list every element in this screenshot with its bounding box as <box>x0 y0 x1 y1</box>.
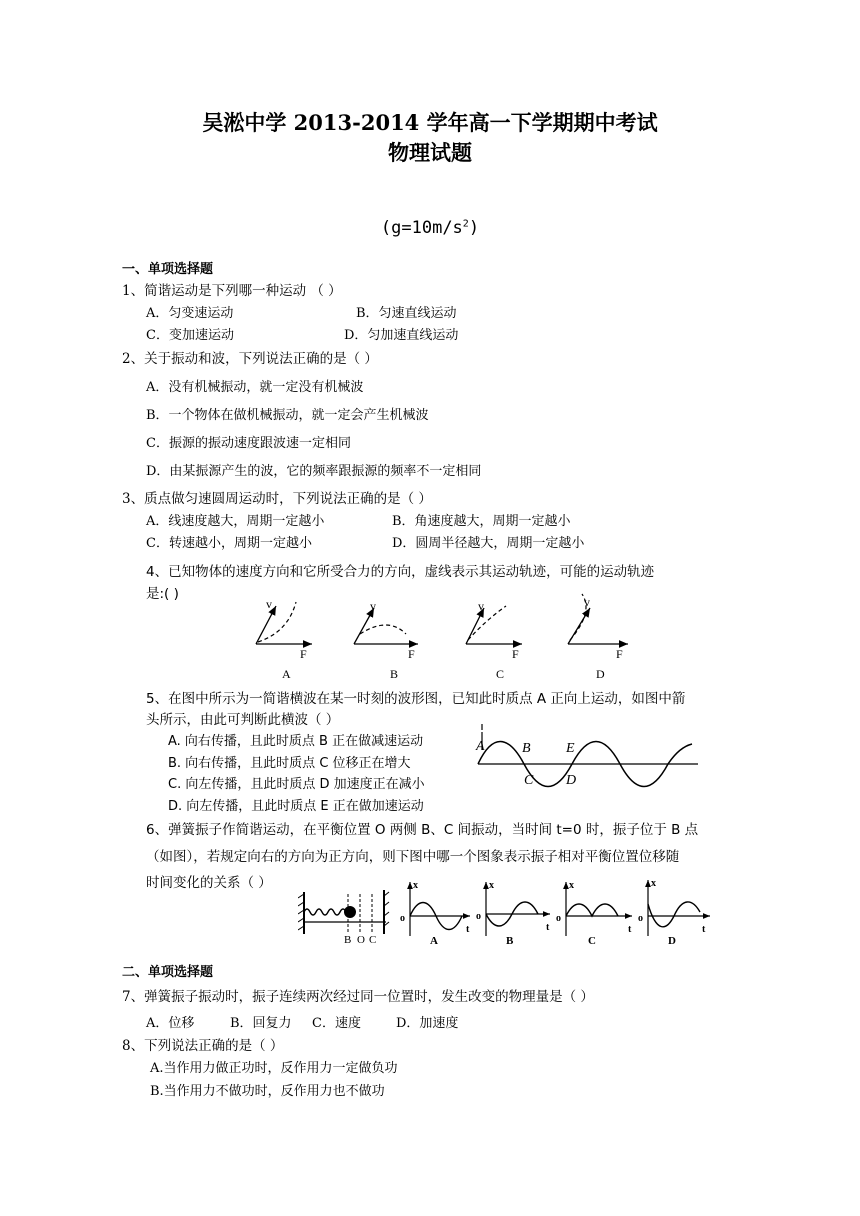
q6-stem-line2: （如图），若规定向右的方向为正方向，则下图中哪一个图象表示振子相对平衡位置位移随 <box>146 849 680 865</box>
q5-stem-line2: 头所示，由此可判断此横波（ ） <box>146 712 340 728</box>
q5-option-d: D. 向左传播，且此时质点 E 正在做加速运动 <box>168 799 424 814</box>
graph-a-t: t <box>466 924 470 935</box>
q7-stem: 7、弹簧振子振动时，振子连续两次经过同一位置时，发生改变的物理量是（ ） <box>122 989 594 1005</box>
spring-label-o: O <box>357 934 365 946</box>
q2-option-b: B．一个物体在做机械振动，就一定会产生机械波 <box>146 408 429 423</box>
q4-figure-c <box>466 599 522 681</box>
q5-point-e: E <box>566 741 575 756</box>
q5-option-c: C. 向左传播，且此时质点 D 加速度正在减小 <box>168 777 425 792</box>
q1-option-b: B．匀速直线运动 <box>356 306 457 321</box>
gravity-constant: $(g=10m/s^2)$ <box>380 218 480 238</box>
q6-figure <box>298 876 714 946</box>
q7-option-d: D．加速度 <box>396 1016 459 1031</box>
q3-option-c: C．转速越小，周期一定越小 <box>146 536 312 551</box>
q4-c-f-label: F <box>512 647 519 661</box>
spring-oscillator <box>298 890 389 946</box>
graph-a-origin: o <box>400 913 405 924</box>
q3-option-b: B．角速度越大，周期一定越小 <box>392 514 571 529</box>
q4-a-v-label: v <box>266 597 272 611</box>
section-1-heading: 一、单项选择题 <box>122 262 214 277</box>
graph-a-label: A <box>430 935 438 946</box>
q5-point-b: B <box>522 741 531 756</box>
q5-point-c: C <box>524 773 534 788</box>
q7-option-a: A．位移 <box>146 1016 195 1031</box>
q4-d-f-label: F <box>616 647 623 661</box>
graph-c-t: t <box>628 924 632 935</box>
q4-label-b: B <box>390 667 399 681</box>
q6-graph-a <box>400 880 470 946</box>
graph-c-x: x <box>569 880 574 891</box>
q6-stem-line3: 时间变化的关系（ ） <box>146 875 272 891</box>
q3-stem: 3、质点做匀速圆周运动时，下列说法正确的是（ ） <box>122 491 432 507</box>
q2-option-a: A．没有机械振动，就一定没有机械波 <box>146 380 364 395</box>
q4-figure-b <box>354 599 418 681</box>
q5-wave-figure <box>470 724 702 798</box>
q4-label-c: C <box>496 667 505 681</box>
section-2-heading: 二、单项选择题 <box>122 965 214 980</box>
graph-d-x: x <box>651 878 656 889</box>
q4-label-d: D <box>596 667 605 681</box>
exam-title: 吴淞中学 2013-2014 学年高一下学期期中考试 <box>202 110 658 135</box>
q1-option-d: D．匀加速直线运动 <box>344 328 459 343</box>
q5-point-a: A <box>476 739 485 754</box>
graph-d-t: t <box>702 924 706 935</box>
spring-label-b: B <box>344 934 352 946</box>
graph-b-origin: o <box>476 911 481 922</box>
q3-option-a: A．线速度越大，周期一定越小 <box>146 514 325 529</box>
q4-stem-line1: 4、已知物体的速度方向和它所受合力的方向，虚线表示其运动轨迹，可能的运动轨迹 <box>146 564 655 580</box>
q6-graph-b <box>476 880 550 946</box>
q5-stem-line1: 5、在图中所示为一简谐横波在某一时刻的波形图，已知此时质点 A 正向上运动，如图中箭 <box>146 691 686 707</box>
q8-option-b: B.当作用力不做功时，反作用力也不做功 <box>150 1084 385 1099</box>
q4-figure-a <box>256 597 312 681</box>
q1-option-a: A．匀变速运动 <box>146 306 234 321</box>
q6-graph-c <box>556 880 632 946</box>
graph-b-t: t <box>546 922 550 933</box>
q4-trajectory-figures <box>250 592 640 684</box>
q5-point-d: D <box>566 773 577 788</box>
graph-c-label: C <box>588 935 596 946</box>
q8-option-a: A.当作用力做正功时，反作用力一定做负功 <box>150 1061 398 1076</box>
exam-subject: 物理试题 <box>388 140 472 165</box>
graph-b-label: B <box>506 935 514 946</box>
q4-b-v-label: v <box>370 599 376 613</box>
q8-stem: 8、下列说法正确的是（ ） <box>122 1038 284 1054</box>
q4-c-v-label: v <box>478 599 484 613</box>
q4-label-a: A <box>282 667 291 681</box>
q2-option-d: D．由某振源产生的波，它的频率跟振源的频率不一定相同 <box>146 464 482 479</box>
q4-figure-d <box>568 594 628 681</box>
q4-b-f-label: F <box>408 647 415 661</box>
q4-d-v-label: v <box>584 595 590 609</box>
q5-option-a: A. 向右传播，且此时质点 B 正在做减速运动 <box>168 734 424 749</box>
q2-stem: 2、关于振动和波，下列说法正确的是（ ） <box>122 351 378 367</box>
graph-d-origin: o <box>638 913 643 924</box>
q4-stem-line2: 是:( ) <box>146 586 179 602</box>
graph-d-label: D <box>668 935 676 946</box>
q7-option-b: B．回复力 <box>230 1016 292 1031</box>
graph-a-x: x <box>413 880 418 891</box>
q2-option-c: C．振源的振动速度跟波速一定相同 <box>146 436 351 451</box>
q1-option-c: C．变加速运动 <box>146 328 234 343</box>
spring-label-c: C <box>369 934 377 946</box>
q5-option-b: B. 向右传播，且此时质点 C 位移正在增大 <box>168 756 411 771</box>
q6-graph-d <box>638 878 710 946</box>
graph-b-x: x <box>489 880 494 891</box>
q3-option-d: D．圆周半径越大，周期一定越小 <box>392 536 585 551</box>
q7-option-c: C．速度 <box>312 1016 361 1031</box>
q6-stem-line1: 6、弹簧振子作简谐运动，在平衡位置 O 两侧 B、C 间振动，当时间 t=0 时，振子位于 B 点 <box>146 822 699 838</box>
q4-a-f-label: F <box>300 647 307 661</box>
graph-c-origin: o <box>556 913 561 924</box>
q1-stem: 1、简谐运动是下列哪一种运动 （ ） <box>122 283 342 299</box>
